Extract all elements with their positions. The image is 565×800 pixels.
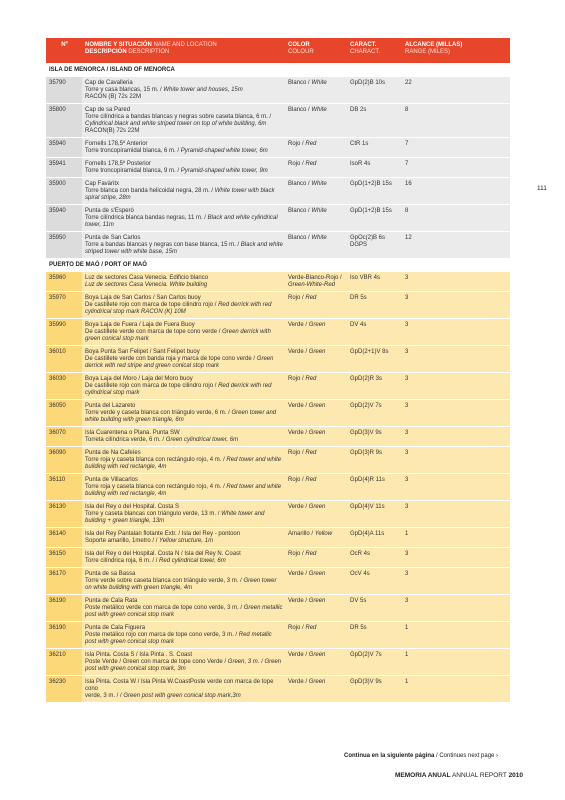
table-row <box>46 427 510 447</box>
section-title: PUERTO DE MAÓ / PORT OF MAÓ <box>46 259 510 272</box>
light-characteristic: GpD(4)V 11s <box>347 501 402 528</box>
light-characteristic: CtR 1s <box>347 138 402 158</box>
light-range: 3 <box>402 319 510 346</box>
table-row <box>46 400 510 427</box>
light-characteristic: GpD(4)R 11s <box>347 474 402 501</box>
light-range: 3 <box>402 373 510 400</box>
light-range: 8 <box>402 104 510 138</box>
light-colour: Blanco / White <box>285 77 347 104</box>
light-characteristic: GpD(1+2)B 15s <box>347 205 402 232</box>
light-name-description: Isla del Rey Pantalan flotante Extr. / Isla del Rey - pontoon Soporte amarillo, 1metro / / Yellow structure, 1m <box>82 528 285 548</box>
table-row <box>46 138 510 158</box>
light-range: 3 <box>402 272 510 292</box>
light-range: 1 <box>402 622 510 649</box>
table-row <box>46 373 510 400</box>
light-name-description: Punta de s'Esperó Torre cilíndrica blanca bandas negras, 11 m. / Black and white cylindrical tower, 11m <box>82 205 285 232</box>
light-name-description: Punta de sa Bassa Torre verde sobre caseta blanca con triángulo verde, 3 m. / Green tower on white building with green triangle, 4m <box>82 568 285 595</box>
light-characteristic: GpD(3)V 9s <box>347 427 402 447</box>
light-colour: Verde / Green <box>285 595 347 622</box>
light-name-description: Punta de Na Cafeíes Torre roja y caseta blanca con rectángulo rojo, 4 m. / Red tower and white building with red rectangle, 4m <box>82 447 285 474</box>
light-number: 35960 <box>46 272 82 292</box>
light-characteristic: GpD(1+2)B 15s <box>347 178 402 205</box>
light-range: 3 <box>402 474 510 501</box>
light-number: 36130 <box>46 501 82 528</box>
light-colour: Verde / Green <box>285 346 347 373</box>
light-range: 8 <box>402 205 510 232</box>
light-colour: Rojo / Red <box>285 622 347 649</box>
light-range: 1 <box>402 676 510 703</box>
light-range: 3 <box>402 292 510 319</box>
light-range: 7 <box>402 158 510 178</box>
light-name-description: Luz de sectores Casa Venecia. Edificio blanco Luz de sectores Casa Venecia. White building <box>82 272 285 292</box>
light-colour: Verde / Green <box>285 649 347 676</box>
light-number: 36190 <box>46 595 82 622</box>
light-characteristic: OcV 4s <box>347 568 402 595</box>
light-number: 35790 <box>46 77 82 104</box>
light-colour: Verde / Green <box>285 501 347 528</box>
section-title: ISLA DE MENORCA / ISLAND OF MENORCA <box>46 64 510 77</box>
light-name-description: Cap Favàritx Torre blanca con banda helicoidal negra, 28 m. / White tower with black spiral stripe, 28m <box>82 178 285 205</box>
table-row <box>46 205 510 232</box>
light-colour: Blanco / White <box>285 178 347 205</box>
light-characteristic: GpD(2+1)V 8s <box>347 346 402 373</box>
light-range: 12 <box>402 232 510 259</box>
light-colour: Verde / Green <box>285 568 347 595</box>
light-number: 36110 <box>46 474 82 501</box>
light-colour: Rojo / Red <box>285 138 347 158</box>
light-name-description: Boya Laja del Moro / Laja del Moro buoy De castillete rojo con marca de tope cilindro rojo / Red derrick with red cylindrical stop mark <box>82 373 285 400</box>
light-number: 36010 <box>46 346 82 373</box>
light-number: 35941 <box>46 158 82 178</box>
light-colour: Rojo / Red <box>285 474 347 501</box>
light-number: 36150 <box>46 548 82 568</box>
light-name-description: Boya Laja de San Carlos / San Carlos buoy De castillete rojo con marca de tope cilindro rojo / Red derrick with red cylindrical stop mark RACON (K) 10M <box>82 292 285 319</box>
table-row <box>46 232 510 259</box>
table-row <box>46 595 510 622</box>
light-characteristic: OcR 4s <box>347 548 402 568</box>
light-number: 35940 <box>46 205 82 232</box>
light-number: 36170 <box>46 568 82 595</box>
light-number: 36190 <box>46 622 82 649</box>
light-characteristic: DR 5s <box>347 622 402 649</box>
light-characteristic: GpD(2)R 3s <box>347 373 402 400</box>
table-row <box>46 319 510 346</box>
light-number: 35940 <box>46 138 82 158</box>
table-row <box>46 474 510 501</box>
light-range: 1 <box>402 528 510 548</box>
light-name-description: Boya Punta San Felipet / Sant Felipet buoy De castillete verde con banda roja y marca de tope cono verde / Green derrick with red stripe and green conical stop mark <box>82 346 285 373</box>
light-range: 3 <box>402 447 510 474</box>
table-row <box>46 568 510 595</box>
light-number: 35990 <box>46 319 82 346</box>
light-number: 36140 <box>46 528 82 548</box>
table-row <box>46 292 510 319</box>
section-header <box>46 259 510 272</box>
light-colour: Blanco / White <box>285 205 347 232</box>
light-number: 36030 <box>46 373 82 400</box>
light-number: 36070 <box>46 427 82 447</box>
light-name-description: Isla del Rey o del Hospital. Costa N / Isla del Rey N. Coast Torre cilíndrica roja, 6 m. / / Red cylindrical tower, 6m <box>82 548 285 568</box>
light-range: 3 <box>402 346 510 373</box>
light-range: 3 <box>402 400 510 427</box>
table-row <box>46 447 510 474</box>
light-colour: Amarillo / Yellow <box>285 528 347 548</box>
light-name-description: Cap de Cavalleria Torre y casa blancas, 15 m. / White tower and houses, 15m RACON (B) 72s 22M <box>82 77 285 104</box>
header-num: Nº <box>46 38 82 64</box>
table-row <box>46 528 510 548</box>
light-name-description: Isla del Rey o del Hospital. Costa S Torre y caseta blancas con triángulo verde, 13 m. / White tower and building + green triangle, 13m <box>82 501 285 528</box>
light-range: 22 <box>402 77 510 104</box>
light-colour: Blanco / White <box>285 104 347 138</box>
light-colour: Rojo / Red <box>285 548 347 568</box>
table-row <box>46 346 510 373</box>
light-name-description: Boya Laja de Fuera / Laja de Fuera Buoy De castillete verde con marca de tope cono verde / Green derrick with green conical stop mark <box>82 319 285 346</box>
light-colour: Blanco / White <box>285 232 347 259</box>
light-colour: Rojo / Red <box>285 158 347 178</box>
page-number: 111 <box>537 185 547 192</box>
light-range: 3 <box>402 427 510 447</box>
light-colour: Rojo / Red <box>285 447 347 474</box>
light-characteristic: IsoR 4s <box>347 158 402 178</box>
light-characteristic: GpD(3)R 9s <box>347 447 402 474</box>
table-row <box>46 104 510 138</box>
light-range: 7 <box>402 138 510 158</box>
header-range: ALCANCE (MILLAS) RANGE (MILES) <box>402 38 510 64</box>
light-colour: Verde / Green <box>285 676 347 703</box>
light-number: 35950 <box>46 232 82 259</box>
light-characteristic: GpD(2)B 10s <box>347 77 402 104</box>
light-range: 3 <box>402 548 510 568</box>
table-row <box>46 548 510 568</box>
light-range: 1 <box>402 649 510 676</box>
light-colour: Verde / Green <box>285 319 347 346</box>
light-number: 35900 <box>46 178 82 205</box>
table-row <box>46 77 510 104</box>
light-characteristic: GpOc(2)B 6s DGPS <box>347 232 402 259</box>
table-row <box>46 178 510 205</box>
lights-table <box>46 38 510 703</box>
header-name: NOMBRE Y SITUACIÓN NAME AND LOCATION DESCRIPCIÓN DESCRIPTION <box>82 38 285 64</box>
light-name-description: Punta de Villacarlos Torre roja y caseta blanca con rectángulo rojo, 4 m. / Red tower and white building with red rectangle, 4m <box>82 474 285 501</box>
light-number: 36090 <box>46 447 82 474</box>
continue-note: Continua en la siguiente página / Continues next page › <box>344 753 499 759</box>
footer: MEMORIA ANUAL ANNUAL REPORT 2010 <box>395 772 524 779</box>
table-row <box>46 622 510 649</box>
light-name-description: Fornells 178,5º Posterior Torre troncopiramidal blanca, 9 m. / Pyramid-shaped white tower, 9m <box>82 158 285 178</box>
light-name-description: Punta del Lazareto Torre verde y caseta blanca con triángulo verde, 6 m. / Green tower and white building with green triangle, 6m <box>82 400 285 427</box>
table-row <box>46 501 510 528</box>
light-range: 3 <box>402 568 510 595</box>
table-row <box>46 158 510 178</box>
table-header <box>46 38 510 64</box>
light-characteristic: GpD(4)A 11s <box>347 528 402 548</box>
light-number: 36050 <box>46 400 82 427</box>
light-characteristic: GpD(3)V 9s <box>347 676 402 703</box>
light-name-description: Punta de Cala Rata Poste metálico verde con marca de tope cono verde, 3 m. / Green metallic post with green conical stop mark <box>82 595 285 622</box>
light-characteristic: DV 5s <box>347 595 402 622</box>
light-range: 3 <box>402 501 510 528</box>
light-colour: Verde / Green <box>285 427 347 447</box>
light-name-description: Isla Cuarentena o Plana. Punta SW Torreta cilíndrica verde, 6 m. / Green cylindrical tower, 6m <box>82 427 285 447</box>
light-number: 35970 <box>46 292 82 319</box>
light-name-description: Punta de San Carlos Torre a bandas blancas y negras con base blanca, 15 m. / Black and white striped tower with white base, 15m <box>82 232 285 259</box>
light-number: 36230 <box>46 676 82 703</box>
light-colour: Rojo / Red <box>285 292 347 319</box>
table-row <box>46 676 510 703</box>
header-color: COLOR COLOUR <box>285 38 347 64</box>
light-characteristic: GpD(2)V 7s <box>347 649 402 676</box>
section-header <box>46 64 510 77</box>
light-range: 16 <box>402 178 510 205</box>
light-range: 3 <box>402 595 510 622</box>
light-characteristic: DR 5s <box>347 292 402 319</box>
light-number: 36210 <box>46 649 82 676</box>
light-colour: Rojo / Red <box>285 373 347 400</box>
header-char: CARACT. CHARACT. <box>347 38 402 64</box>
light-characteristic: DV 4s <box>347 319 402 346</box>
table-row <box>46 649 510 676</box>
light-name-description: Fornells 178,5º Anterior Torre troncopiramidal blanca, 6 m. / Pyramid-shaped white tower, 6m <box>82 138 285 158</box>
light-name-description: Isla Pinta. Costa W / Isla Pinta W.CoastPoste verde con marca de tope cono verde, 3 m. / / Green post with green conical stop mark,3m <box>82 676 285 703</box>
light-colour: Verde / Green <box>285 400 347 427</box>
light-name-description: Isla Pinta. Costa S / Isla Pinta . S. Coast Poste Verde / Green con marca de tope cono Verde / Green, 3 m. / Green post with green conical stop mark, 3m <box>82 649 285 676</box>
light-name-description: Punta de Cala Figuera Poste metálico rojo con marca de tope cono verde, 3 m. / Red metallic post with green conical stop mark <box>82 622 285 649</box>
light-characteristic: DB 2s <box>347 104 402 138</box>
light-colour: Verde-Blanco-Rojo / Green-White-Red <box>285 272 347 292</box>
light-number: 35800 <box>46 104 82 138</box>
light-name-description: Cap de sa Pared Torre cilíndrica a bandas blancas y negras sobre caseta blanca, 6 m. / Cylindrical black and white striped tower on top of white building, 6m RACON(B) 72s 22M <box>82 104 285 138</box>
table-row <box>46 272 510 292</box>
light-characteristic: GpD(2)V 7s <box>347 400 402 427</box>
light-characteristic: Iso VBR 4s <box>347 272 402 292</box>
